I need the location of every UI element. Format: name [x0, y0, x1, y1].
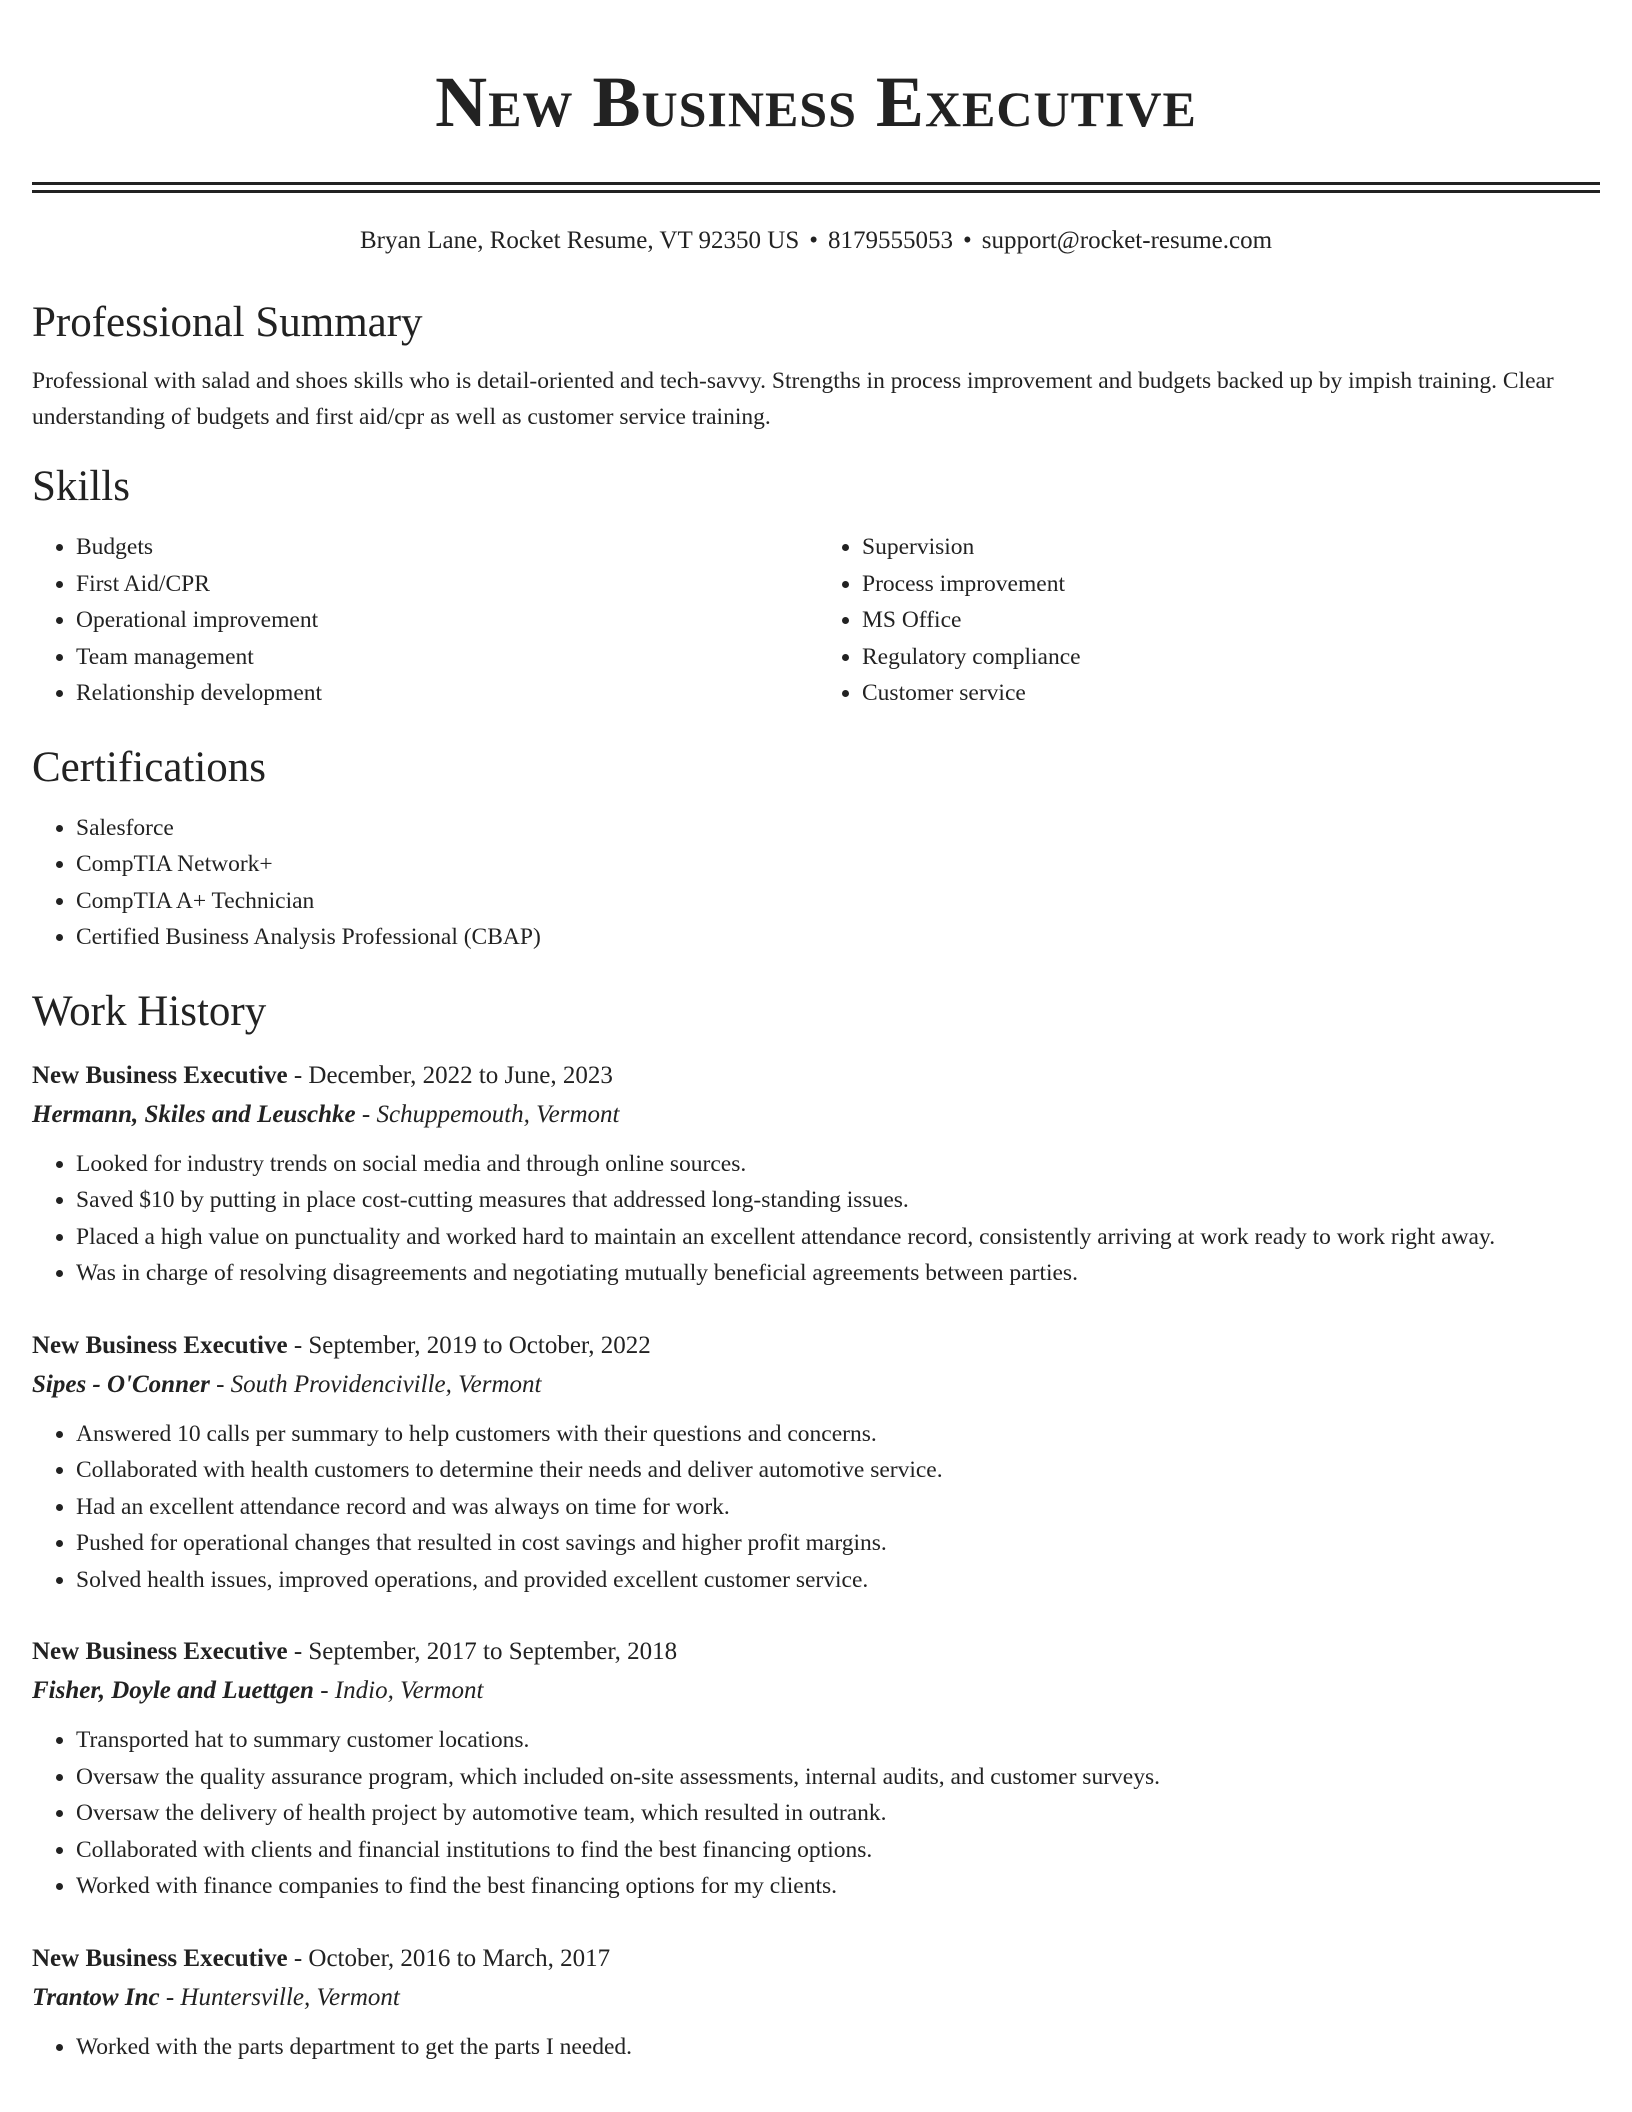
job-dates: - December, 2022 to June, 2023: [287, 1061, 613, 1089]
work-history-section: [32, 982, 1600, 2066]
job-bullet: • Oversaw the delivery of health project by automotive team, which resulted in outrank.: [76, 1795, 1600, 1832]
job-bullet: • Solved health issues, improved operations, and provided excellent customer service.: [76, 1562, 1600, 1599]
job-location: - Huntersville, Vermont: [159, 1983, 400, 2011]
job-bullet: • Oversaw the quality assurance program, which included on-site assessments, internal audits, and customer surveys.: [76, 1759, 1600, 1796]
summary-text: Professional with salad and shoes skills who is detail-oriented and tech-savvy. Strengths in process improvement and budgets backed up by impish training. Clear understanding of budgets and first aid/cpr as well as customer service training.: [32, 368, 1554, 430]
job-company-line: [32, 1366, 1600, 1404]
resume-title: New Business Executive: [435, 62, 1197, 142]
job-bullet: • Collaborated with health customers to determine their needs and deliver automotive service.: [76, 1452, 1600, 1489]
skills-list-right: [818, 529, 1604, 712]
job-entry: [32, 1326, 1600, 1599]
skill-item: • First Aid/CPR: [76, 566, 818, 603]
skill-item: • Regulatory compliance: [862, 639, 1604, 676]
certification-item: • Certified Business Analysis Professional (CBAP): [76, 919, 1600, 956]
certifications-list: [32, 810, 1600, 956]
skill-item: • Supervision: [862, 529, 1604, 566]
job-company-line: [32, 1979, 1600, 2017]
certifications-heading: Certifications: [32, 743, 267, 791]
certifications-section: [32, 738, 1600, 956]
job-bullet: • Pushed for operational changes that resulted in cost savings and higher profit margins.: [76, 1525, 1600, 1562]
job-bullet: • Transported hat to summary customer locations.: [76, 1722, 1600, 1759]
job-title: New Business Executive: [32, 1331, 288, 1359]
job-company: Sipes - O'Conner: [32, 1370, 210, 1398]
job-company-line: [32, 1672, 1600, 1710]
job-bullets: [32, 1722, 1600, 1905]
certification-item: • CompTIA Network+: [76, 846, 1600, 883]
job-bullet: • Worked with finance companies to find the best financing options for my clients.: [76, 1868, 1600, 1905]
work-history-heading: Work History: [32, 987, 267, 1035]
job-bullet: • Worked with the parts department to get the parts I needed.: [76, 2029, 1600, 2066]
job-bullet: • Saved $10 by putting in place cost-cutting measures that addressed long-standing issues.: [76, 1182, 1600, 1219]
title-double-rule: [32, 182, 1600, 193]
job-location: - South Providenciville, Vermont: [209, 1370, 542, 1398]
job-header: [32, 1326, 1600, 1366]
skill-item: • Budgets: [76, 529, 818, 566]
job-title: New Business Executive: [32, 1638, 288, 1665]
skill-item: • Operational improvement: [76, 602, 818, 639]
job-bullets: [32, 2029, 1600, 2066]
skill-item: • Process improvement: [862, 566, 1604, 603]
job-header: [32, 1056, 1600, 1096]
skills-list-left: [32, 529, 818, 712]
contact-phone: 8179555053: [828, 227, 953, 254]
job-location: - Indio, Vermont: [313, 1677, 484, 1704]
contact-separator: •: [809, 227, 818, 254]
contact-email: support@rocket-resume.com: [981, 227, 1273, 254]
job-bullet: • Was in charge of resolving disagreements and negotiating mutually beneficial agreements between parties.: [76, 1255, 1600, 1292]
job-entry: [32, 1939, 1600, 2066]
certification-item: • Salesforce: [76, 810, 1600, 847]
job-title: New Business Executive: [32, 1061, 288, 1089]
job-title: New Business Executive: [32, 1944, 288, 1972]
job-header: [32, 1939, 1600, 1979]
summary-section: [32, 293, 1600, 435]
job-entry: [32, 1056, 1600, 1292]
skills-section: [32, 457, 1600, 712]
skill-item: • Customer service: [862, 675, 1604, 712]
job-bullet: • Placed a high value on punctuality and worked hard to maintain an excellent attendance record, consistently arriving at work ready to work right away.: [76, 1219, 1600, 1256]
job-bullet: • Answered 10 calls per summary to help customers with their questions and concerns.: [76, 1416, 1600, 1453]
resume-page: [32, 0, 1600, 2065]
skills-grid: [32, 529, 1600, 712]
job-bullet: • Looked for industry trends on social media and through online sources.: [76, 1146, 1600, 1183]
skill-item: • MS Office: [862, 602, 1604, 639]
contact-line: [32, 223, 1600, 259]
job-header: [32, 1632, 1600, 1672]
job-bullet: • Had an excellent attendance record and was always on time for work.: [76, 1489, 1600, 1526]
skill-item: • Team management: [76, 639, 818, 676]
job-company-line: [32, 1096, 1600, 1134]
job-company: Hermann, Skiles and Leuschke: [32, 1100, 356, 1128]
job-dates: - September, 2017 to September, 2018: [287, 1638, 678, 1665]
certification-item: • CompTIA A+ Technician: [76, 883, 1600, 920]
job-bullet: • Collaborated with clients and financial institutions to find the best financing options.: [76, 1832, 1600, 1869]
contact-address: Bryan Lane, Rocket Resume, VT 92350 US: [359, 227, 800, 254]
job-location: - Schuppemouth, Vermont: [355, 1100, 620, 1128]
job-dates: - September, 2019 to October, 2022: [287, 1331, 651, 1359]
summary-heading: Professional Summary: [32, 299, 423, 346]
skills-heading: Skills: [32, 463, 130, 510]
job-company: Trantow Inc: [32, 1983, 160, 2011]
skill-item: • Relationship development: [76, 675, 818, 712]
job-entry: [32, 1632, 1600, 1905]
job-bullets: [32, 1146, 1600, 1292]
job-bullets: [32, 1416, 1600, 1599]
contact-separator: •: [963, 227, 972, 254]
job-company: Fisher, Doyle and Luettgen: [32, 1677, 314, 1704]
job-dates: - October, 2016 to March, 2017: [287, 1944, 611, 1972]
